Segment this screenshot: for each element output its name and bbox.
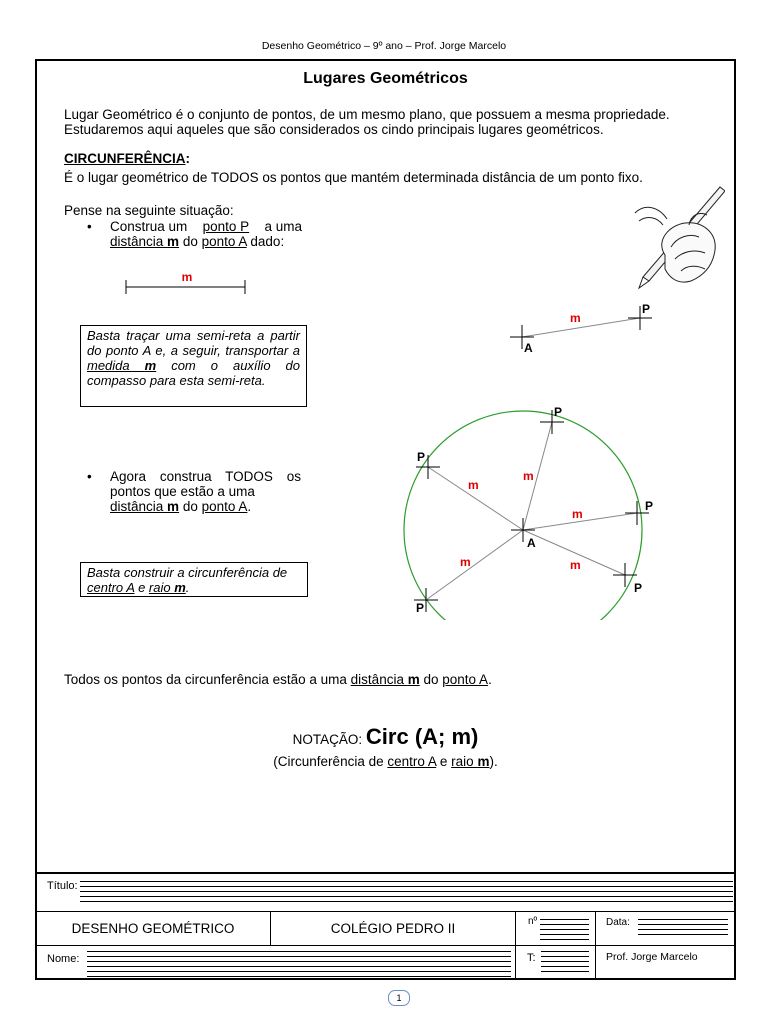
box1-measure [87,358,156,373]
figure-circle [395,400,665,620]
conclusion-distance-word: distância [350,672,408,687]
notation [35,724,736,750]
conclusion-text-4: do [419,672,443,687]
form-date-lines[interactable] [638,919,728,939]
box2-text-6: . [185,580,190,595]
bullet-dot: • [87,469,92,484]
page-number: 1 [388,990,410,1006]
bullet1-text-8: dado: [246,234,285,249]
box2-center-a: centro A [87,580,135,595]
fig2-label-m: m [570,558,581,572]
conclusion-distance [351,672,420,687]
form-professor: Prof. Jorge Marcelo [606,951,698,963]
notation-explanation [35,754,736,769]
form-school-cell: COLÉGIO PEDRO II [270,911,516,946]
bullet2-distance-word: distância [110,499,168,514]
form-top-rule [35,872,736,874]
fig2-label-a: A [527,536,536,550]
form-title-label: Título: [47,880,78,892]
form-name-lines[interactable] [87,951,511,981]
line-a-p [522,318,640,337]
form-date-label: Data: [606,917,630,928]
fig2-label-m: m [468,478,479,492]
bullet2-distance [110,499,179,514]
fig2-label-p: P [554,405,563,419]
section-heading-text: CIRCUNFERÊNCIA [64,151,186,166]
bullet1-distance-m: m [167,234,180,249]
form-number-lines[interactable] [540,919,589,944]
conclusion-text [64,672,492,687]
situation-text: Pense na seguinte situação: [64,203,234,218]
intro-line-1: Lugar Geométrico é o conjunto de pontos, de um mesmo plano, que possuem a mesma propriedade. [64,107,670,122]
bullet2-text-4: do [179,499,202,514]
instruction-box-1 [80,325,307,407]
fig1-label-p: P [642,302,651,316]
box1-measure-word: medida [87,358,145,373]
bullet2-text-1: Agora construa TODOS os pontos que estão a uma [110,469,301,499]
notation-radius-m: m [477,754,490,769]
instruction-box-2 [80,562,308,597]
box1-text-4: com o auxílio do compasso para esta semi-reta. [87,358,301,388]
section-heading [64,151,190,166]
circle-curve [404,411,642,620]
notation-label: NOTAÇÃO: [292,732,366,747]
form-name-label: Nome: [47,953,80,965]
fig2-label-p: P [416,601,425,615]
bullet2-distance-m: m [167,499,180,514]
box1-text-1: Basta traçar uma semi-reta a partir do ponto A e, a seguir, transportar a [87,328,300,358]
form-title-lines[interactable] [80,881,733,906]
radius-line [428,467,523,530]
fig2-label-m: m [572,507,583,521]
hand-pencil-icon [625,185,725,290]
conclusion-distance-m: m [407,672,420,687]
segment-m-label: m [181,270,193,284]
bullet-item-2 [87,469,301,514]
box2-text-1: Basta construir a circunferência de [87,565,288,580]
notation-center-a: centro A [387,754,437,769]
conclusion-text-1: Todos os pontos da circunferência estão a uma [64,672,351,687]
bullet1-distance [110,234,179,249]
intro-text [64,107,724,137]
notation-expl-6: ). [489,754,498,769]
bullet-dot: • [87,219,92,234]
notation-radius [451,754,489,769]
section-heading-colon: : [185,151,190,166]
fig2-label-p: P [417,450,426,464]
fig2-label-m: m [460,555,471,569]
conclusion-point-a: ponto A [442,672,489,687]
fig2-label-p: P [634,581,643,595]
fig2-label-m: m [523,469,534,483]
page-header: Desenho Geométrico – 9º ano – Prof. Jorge Marcelo [261,40,507,52]
notation-expl-1: (Circunferência de [273,754,388,769]
conclusion-text-6: . [488,672,492,687]
form-subject-cell: DESENHO GEOMÉTRICO [35,911,271,946]
figure-point-construction [505,297,665,357]
bullet1-point-a: ponto A [201,234,247,249]
notation-formula: Circ (A; m) [365,724,479,749]
notation-radius-word: raio [451,754,478,769]
intro-line-2: Estudaremos aqui aqueles que são considerados os cindo principais lugares geométricos. [64,122,604,137]
form-divider [515,945,516,980]
box2-radius [149,580,186,595]
bullet1-text-6: do [179,234,202,249]
definition-text: É o lugar geométrico de TODOS os pontos que mantém determinada distância de um ponto fixo. [64,170,643,185]
bullet-item-1 [87,219,302,249]
box1-measure-m: m [144,358,157,373]
fig2-label-p: P [645,499,654,513]
fig1-label-a: A [524,341,533,355]
notation-expl-3: e [436,754,452,769]
box2-radius-m: m [174,580,186,595]
bullet1-point-p: ponto P [202,219,250,234]
page-title: Lugares Geométricos [303,70,468,87]
form-class-label: T: [527,952,536,964]
segment-m-figure [120,268,255,298]
bullet1-distance-word: distância [110,234,168,249]
box2-radius-word: raio [148,580,175,595]
bullet1-text-1: Construa um [110,219,188,234]
fig1-label-m: m [570,311,581,325]
form-class-lines[interactable] [541,951,589,976]
bullet1-text-3: a uma [264,219,302,234]
radius-line [426,530,523,600]
form-number-label: nº [528,916,538,927]
bullet2-point-a: ponto A [201,499,248,514]
box2-text-3: e [134,580,149,595]
form-divider [595,945,596,980]
bullet2-text-6: . [247,499,252,514]
